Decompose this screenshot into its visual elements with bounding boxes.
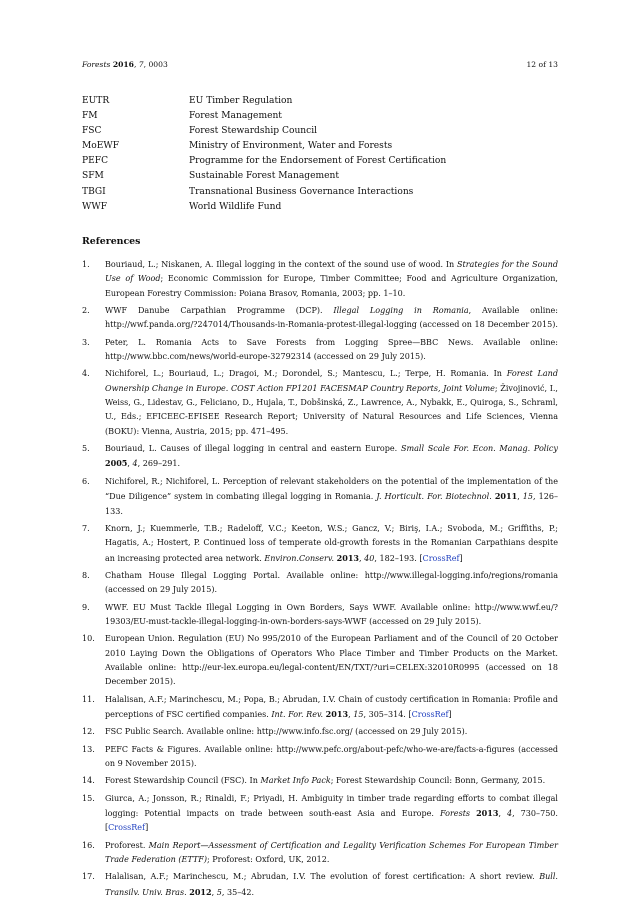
reference-text <box>105 258 558 301</box>
reference-segment: Halalisan, A.F.; Marinchescu, M.; Popa, B.; Abrudan, I.V. Chain of custody certification in Romania: Profile and perceptions of FSC certified companies. <box>105 694 558 719</box>
reference-item <box>82 601 558 630</box>
reference-segment: European Union. Regulation (EU) No 995/2010 of the European Parliament and of the Council of 20 October 2010 Laying Down the Obligations of Operators Who Place Timber and Timber Products on the Market. Available online: http://eur-lex.europa.eu/legal-content/EN/TXT/?uri=CELEX:32010R0995 (accessed on 18 December 2015). <box>105 634 558 687</box>
abbreviation-row <box>82 200 552 215</box>
reference-item <box>82 693 558 723</box>
reference-segment: Bouriaud, L. Causes of illegal logging in central and eastern Europe. <box>105 444 401 454</box>
reference-text <box>105 839 558 868</box>
reference-text <box>105 632 558 689</box>
reference-number: 1. <box>82 260 90 269</box>
reference-text <box>105 601 558 630</box>
reference-segment: , <box>211 887 217 897</box>
reference-bold-text: 2013 <box>325 708 349 719</box>
reference-number: 4. <box>82 369 90 379</box>
reference-italic-text: 4 <box>132 459 138 469</box>
reference-italic-text: 5 <box>216 887 222 897</box>
reference-italic-text: Main Report—Assessment of Certification and Legality Verification Schemes For European Timber Trade Federation (ETTF) <box>105 840 558 865</box>
reference-segment: ; Proforest: Oxford, UK, 2012. <box>206 855 330 865</box>
journal-name: Forests <box>82 60 111 69</box>
reference-bold-text: 2013 <box>336 552 360 563</box>
reference-item <box>82 774 558 788</box>
reference-segment: , 126–133. <box>105 492 558 516</box>
journal-volume: 7 <box>138 60 144 69</box>
reference-item <box>82 839 558 868</box>
reference-italic-text: Forest Land Ownership Change in Europe. COST Action FP1201 FACESMAP Country Reports, Joint Volume <box>105 369 558 393</box>
crossref-link[interactable]: CrossRef <box>411 709 449 719</box>
journal-year: 2016 <box>112 60 134 69</box>
reference-number: 5. <box>82 444 90 454</box>
reference-number: 11. <box>82 694 95 704</box>
reference-number: 3. <box>82 337 90 347</box>
reference-segment: Peter, L. Romania Acts to Save Forests from Logging Spree—BBC News. Available online: http://www.bbc.com/news/world-europe-32792314 (accessed on 29 July 2015). <box>105 337 558 362</box>
reference-segment: Forest Stewardship Council (FSC). In <box>105 776 261 786</box>
reference-text <box>105 870 558 900</box>
page-header <box>82 60 558 72</box>
reference-text <box>105 367 558 439</box>
reference-italic-text: Int. For. Rev. <box>271 709 324 719</box>
reference-segment: Bouriaud, L.; Niskanen, A. Illegal logging in the context of the sound use of wood. In <box>105 260 457 269</box>
abbreviation-row <box>82 124 552 139</box>
reference-item <box>82 569 558 598</box>
abbreviation-key: TBGI <box>82 186 106 197</box>
reference-segment: , <box>348 709 354 719</box>
reference-number: 12. <box>82 727 95 737</box>
reference-item <box>82 743 558 772</box>
reference-segment: Knorn, J.; Kuemmerle, T.B.; Radeloff, V.C.; Keeton, W.S.; Gancz, V.; Biriş, I.A.; Svoboda, M.; Griffiths, P.; Hagatis, A.; Hostert, P. Continued loss of temperate old-growth forests in the Romanian Carpathians despite an increasing protected area network. <box>105 523 558 563</box>
reference-bold-text: 2013 <box>476 808 499 819</box>
reference-bold-text: 2012 <box>189 886 212 897</box>
reference-segment: Nichiforel, R.; Nichiforel, L. Perception of relevant stakeholders on the potential of the implementation of the “Due Diligence” system in combating illegal logging in Romania. <box>105 476 558 502</box>
crossref-link[interactable]: CrossRef <box>422 553 460 563</box>
reference-text <box>105 743 558 772</box>
reference-segment: , <box>517 492 523 502</box>
abbreviation-definition: Sustainable Forest Management <box>189 171 339 182</box>
abbreviation-definition: Forest Management <box>189 111 282 122</box>
reference-italic-text: Environ.Conserv. <box>264 553 335 563</box>
abbreviation-row <box>82 154 552 169</box>
reference-item <box>82 442 558 472</box>
crossref-link[interactable]: CrossRef <box>108 823 146 833</box>
reference-segment: , Available online: http://wwf.panda.org/?247014/Thousands-in-Romania-protest-illegal-logging (accessed on 18 December 2015). <box>105 306 558 330</box>
reference-number: 6. <box>82 476 90 486</box>
reference-segment: ; Forest Stewardship Council: Bonn, Germany, 2015. <box>330 776 546 786</box>
abbreviation-definition: Transnational Business Governance Interactions <box>189 186 414 197</box>
abbreviation-row <box>82 109 552 124</box>
abbreviation-definition: World Wildlife Fund <box>189 201 282 212</box>
reference-segment: , 182–193. [ <box>374 553 423 563</box>
reference-item <box>82 792 558 836</box>
references-heading: References <box>82 236 141 247</box>
reference-segment: WWF. EU Must Tackle Illegal Logging in Own Borders, Says WWF. Available online: http://www.wwf.eu/?19303/EU-must-tackle-illegal-logging-in-own-borders-says-WWF (accessed on 29 July 2015). <box>105 602 558 626</box>
reference-italic-text: 40 <box>364 553 375 563</box>
reference-segment: ] <box>448 709 452 719</box>
reference-item <box>82 304 558 333</box>
reference-segment: , 730–750. [ <box>105 809 558 833</box>
journal-article: 0003 <box>148 60 168 69</box>
reference-segment: , 305–314. [ <box>363 709 412 719</box>
page-number: 12 of 13 <box>526 60 558 69</box>
reference-item <box>82 367 558 439</box>
reference-segment: , <box>359 553 365 563</box>
reference-segment: , <box>127 459 133 469</box>
reference-number: 10. <box>82 634 95 644</box>
reference-text <box>105 569 558 598</box>
reference-segment: Chatham House Illegal Logging Portal. Available online: http://www.illegal-logging.info/regions/romania (accessed on 29 July 2015). <box>105 570 558 595</box>
reference-segment: Nichiforel, L.; Bouriaud, L.; Dragoi, M.; Dorondel, S.; Mantescu, L.; Terpe, H. Romania. In <box>105 369 507 379</box>
reference-italic-text: 15 <box>522 492 534 502</box>
abbreviations-list <box>82 94 552 215</box>
reference-italic-text: 4 <box>507 809 513 819</box>
abbreviation-definition: EU Timber Regulation <box>189 96 293 106</box>
reference-segment: Giurca, A.; Jonsson, R.; Rinaldi, F.; Priyadi, H. Ambiguity in timber trade regarding efforts to combat illegal logging: Potential impacts on trade between south-east Asia and Europe. <box>105 793 558 819</box>
abbreviation-row <box>82 185 552 200</box>
reference-bold-text: 2005 <box>105 458 128 469</box>
reference-number: 2. <box>82 306 90 316</box>
reference-segment: ] <box>459 553 463 563</box>
abbreviation-row <box>82 94 552 109</box>
reference-text <box>105 725 558 739</box>
reference-text <box>105 792 558 836</box>
reference-text <box>105 522 558 566</box>
reference-segment: ] <box>145 823 149 833</box>
reference-number: 16. <box>82 840 95 850</box>
abbreviation-key: MoEWF <box>82 141 120 152</box>
abbreviation-key: EUTR <box>82 96 110 106</box>
reference-text <box>105 442 558 472</box>
reference-italic-text: Market Info Pack <box>260 776 331 786</box>
reference-text <box>105 774 558 788</box>
reference-segment: ; Economic Commission for Europe, Timber Committee; Food and Agriculture Organization, European Forestry Commission: Poiana Brasov, Romania, 2003; pp. 1–10. <box>105 274 558 298</box>
reference-text <box>105 304 558 333</box>
reference-segment: Halalisan, A.F.; Marinchescu, M.; Abrudan, I.V. The evolution of forest certification: A short review. <box>105 872 540 882</box>
reference-segment: , 35–42. <box>221 887 255 897</box>
reference-segment: , <box>498 809 508 819</box>
reference-segment: Proforest. <box>105 840 149 850</box>
abbreviation-row <box>82 169 552 184</box>
reference-number: 13. <box>82 744 95 754</box>
reference-number: 7. <box>82 523 90 533</box>
abbreviation-key: FM <box>82 111 98 122</box>
reference-italic-text: Strategies for the Sound Use of Wood <box>105 260 558 284</box>
reference-italic-text: Forests <box>439 809 471 819</box>
reference-number: 9. <box>82 602 90 612</box>
reference-bold-text: 2011 <box>494 491 518 502</box>
reference-item <box>82 870 558 900</box>
reference-italic-text: Bull. Transilv. Univ. Bras. <box>105 872 558 897</box>
reference-segment: FSC Public Search. Available online: http://www.info.fsc.org/ (accessed on 29 July 2015). <box>105 727 468 737</box>
reference-number: 14. <box>82 776 95 786</box>
reference-item <box>82 336 558 365</box>
abbreviation-key: FSC <box>82 126 102 137</box>
reference-segment: PEFC Facts & Figures. Available online: http://www.pefc.org/about-pefc/who-we-are/facts-a-figures (accessed on 9 November 2015). <box>105 744 558 768</box>
abbreviation-key: PEFC <box>82 156 109 167</box>
reference-item <box>82 725 558 739</box>
reference-text <box>105 336 558 365</box>
references-list <box>82 258 558 903</box>
reference-italic-text: J. Horticult. For. Biotechnol. <box>376 492 492 502</box>
abbreviation-key: SFM <box>82 171 104 182</box>
reference-text <box>105 693 558 723</box>
reference-text <box>105 475 558 519</box>
abbreviation-row <box>82 139 552 154</box>
abbreviation-key: WWF <box>82 201 108 212</box>
abbreviation-definition: Programme for the Endorsement of Forest Certification <box>189 156 447 167</box>
reference-segment: ; Živojinović, I., Weiss, G., Lidestav, G., Feliciano, D., Hujala, T., Dobšinská, Z., Lawrence, A., Nybakk, E., Quiroga, S., Schraml, U., Eds.; EFICEEC-EFISEE Research Report; University of Natural Resources and Life Sciences, Vienna (BOKU): Vienna, Austria, 2015; pp. 471–495. <box>105 383 558 436</box>
abbreviation-definition: Forest Stewardship Council <box>189 126 318 137</box>
reference-segment: WWF Danube Carpathian Programme (DCP). <box>105 306 334 316</box>
reference-italic-text: 15 <box>353 709 364 719</box>
reference-item <box>82 522 558 566</box>
abbreviation-definition: Ministry of Environment, Water and Forests <box>189 141 393 152</box>
reference-number: 8. <box>82 570 90 580</box>
reference-item <box>82 632 558 689</box>
reference-item <box>82 475 558 519</box>
journal-citation: Forests 2016, 7, 0003 <box>82 60 168 69</box>
reference-italic-text: Illegal Logging in Romania <box>333 306 469 316</box>
reference-number: 15. <box>82 793 95 803</box>
reference-italic-text: Small Scale For. Econ. Manag. Policy <box>400 444 558 454</box>
reference-number: 17. <box>82 872 95 882</box>
reference-segment: , 269–291. <box>137 459 181 469</box>
reference-item <box>82 258 558 301</box>
